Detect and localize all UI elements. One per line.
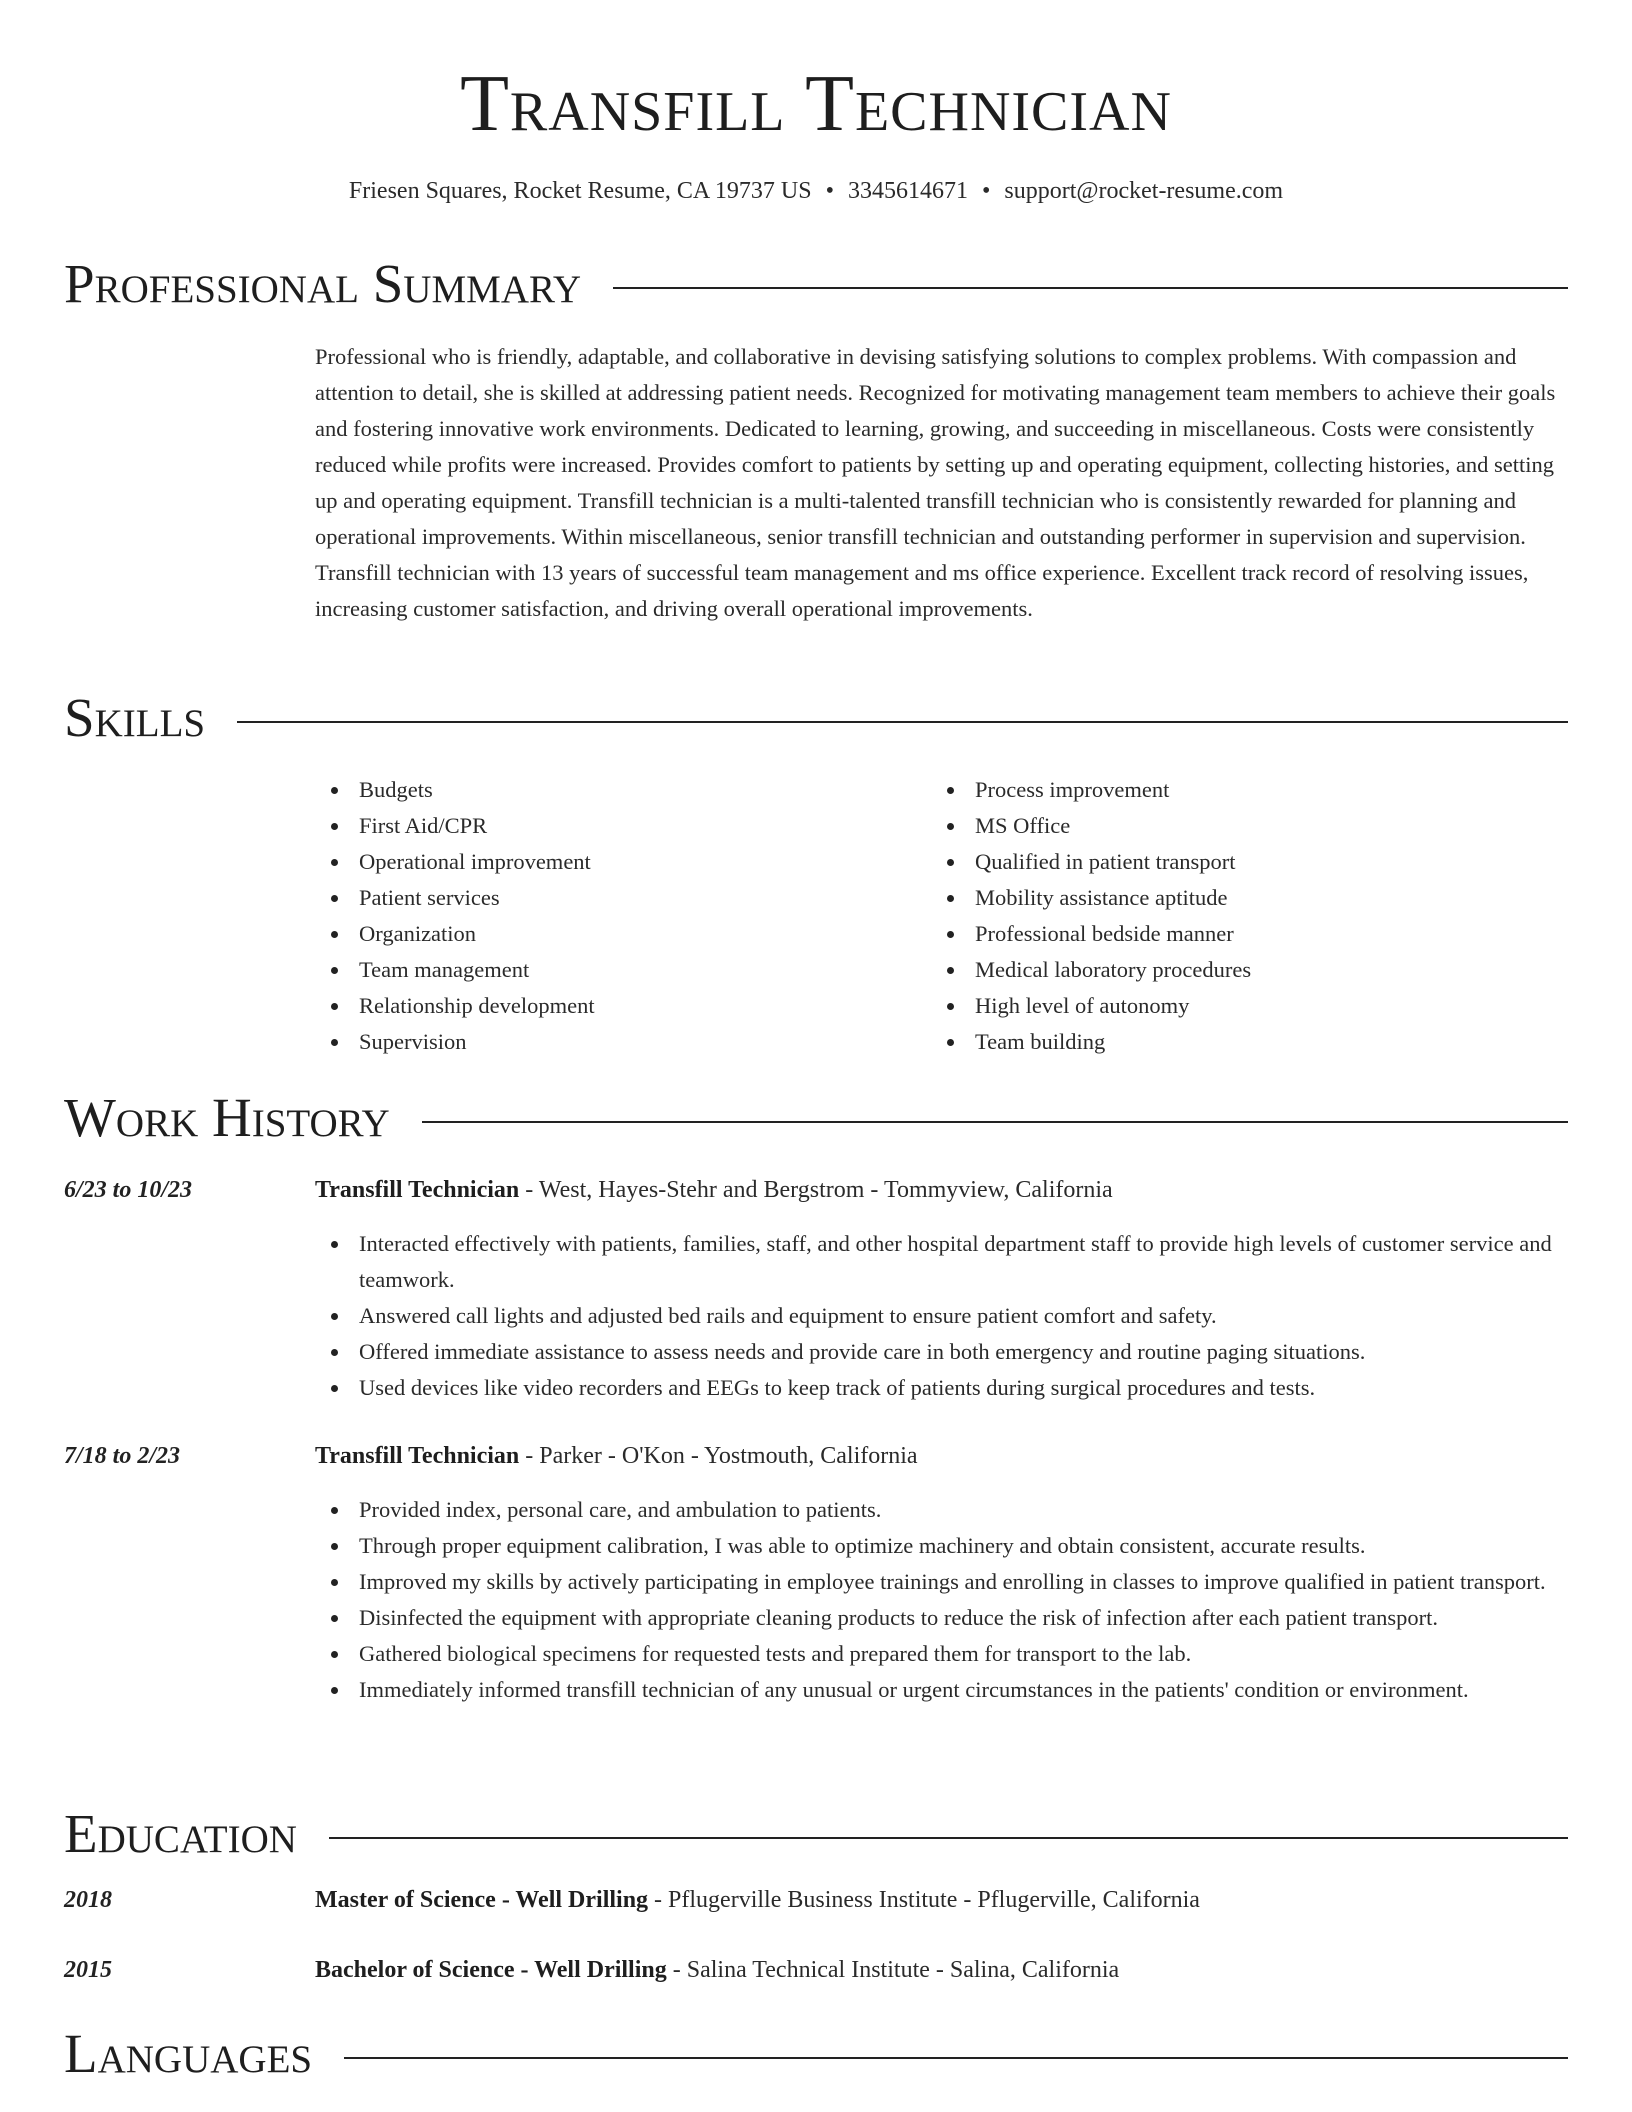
education-school: - Salina Technical Institute - Salina, California <box>666 1957 1120 1983</box>
section-title-skills: Skills <box>64 687 206 748</box>
education-degree: Master of Science - Well Drilling <box>315 1887 649 1913</box>
job-duty-item: Through proper equipment calibration, I was able to optimize machinery and obtain consistent, accurate results. <box>315 1528 1568 1564</box>
section-divider <box>613 287 1568 289</box>
skill-item: Budgets <box>315 772 915 808</box>
contact-separator: • <box>825 178 834 204</box>
contact-address: Friesen Squares, Rocket Resume, CA 19737 US <box>348 178 812 204</box>
job-employer: - Parker - O'Kon - Yostmouth, California <box>519 1443 918 1469</box>
job-title: Transfill Technician <box>315 1443 520 1469</box>
skill-item: First Aid/CPR <box>315 808 915 844</box>
resume-title: Transfill Technician <box>460 60 1172 148</box>
section-title-summary: Professional Summary <box>64 253 582 314</box>
section-header-skills <box>64 686 1568 750</box>
contact-email: support@rocket-resume.com <box>1004 178 1284 204</box>
job-duty-item: Disinfected the equipment with appropriate cleaning products to reduce the risk of infection after each patient transport. <box>315 1600 1568 1636</box>
job-duty-item: Immediately informed transfill technician of any unusual or urgent circumstances in the patients' condition or environment. <box>315 1672 1568 1708</box>
section-header-languages <box>64 2022 1568 2086</box>
education-year: 2018 <box>64 1887 112 1913</box>
skill-item: Process improvement <box>931 772 1568 808</box>
skill-item: Operational improvement <box>315 844 915 880</box>
section-divider <box>237 721 1568 723</box>
job-heading <box>315 1173 1568 1207</box>
section-title-work-history: Work History <box>64 1087 390 1148</box>
skills-column-right <box>931 772 1568 1060</box>
job-duty-item: Improved my skills by actively participating in employee trainings and enrolling in classes to improve qualified in patient transport. <box>315 1564 1568 1600</box>
section-divider <box>329 1837 1568 1839</box>
skill-item: Medical laboratory procedures <box>931 952 1568 988</box>
job-duties <box>315 1226 1568 1406</box>
section-title-education: Education <box>64 1803 297 1864</box>
skill-item: Organization <box>315 916 915 952</box>
contact-separator: • <box>981 178 991 204</box>
section-header-work-history <box>64 1086 1568 1150</box>
education-degree: Bachelor of Science - Well Drilling <box>315 1957 667 1983</box>
job-duty-item: Answered call lights and adjusted bed rails and equipment to ensure patient comfort and safety. <box>315 1298 1568 1334</box>
job-duty-list <box>315 1492 1568 1708</box>
skills-column-left <box>315 772 915 1060</box>
section-header-education <box>64 1802 1568 1866</box>
job-duty-item: Used devices like video recorders and EEGs to keep track of patients during surgical procedures and tests. <box>315 1370 1568 1406</box>
job-duty-item: Gathered biological specimens for requested tests and prepared them for transport to the lab. <box>315 1636 1568 1672</box>
job-title: Transfill Technician <box>315 1177 520 1203</box>
summary-text: Professional who is friendly, adaptable, and collaborative in devising satisfying solutions to complex problems. With compassion and attention to detail, she is skilled at addressing patient needs. Recognized for motivating management team members to achieve their goals and fostering innovative work environments. Dedicated to learning, growing, and succeeding in miscellaneous. Costs were consistently reduced while profits were increased. Provides comfort to patients by setting up and operating equipment, collecting histories, and setting up and operating equipment. Transfill technician is a multi-talented transfill technician who is consistently rewarded for planning and operational improvements. Within miscellaneous, senior transfill technician and outstanding performer in supervision and supervision. Transfill technician with 13 years of successful team management and ms office experience. Excellent track record of resolving issues, increasing customer satisfaction, and driving overall operational improvements. <box>315 344 1556 621</box>
skills-list-right <box>931 772 1568 1060</box>
skill-item: Mobility assistance aptitude <box>931 880 1568 916</box>
job-duty-item: Provided index, personal care, and ambulation to patients. <box>315 1492 1568 1528</box>
skill-item: Professional bedside manner <box>931 916 1568 952</box>
skill-item: Team building <box>931 1024 1568 1060</box>
job-duty-item: Offered immediate assistance to assess needs and provide care in both emergency and routine paging situations. <box>315 1334 1568 1370</box>
skill-item: Supervision <box>315 1024 915 1060</box>
contact-phone: 3345614671 <box>847 178 968 204</box>
contact-line <box>64 174 1568 208</box>
education-entry <box>315 1953 1568 1987</box>
job-duties <box>315 1492 1568 1708</box>
section-divider <box>422 1121 1568 1123</box>
job-dates: 7/18 to 2/23 <box>64 1443 181 1469</box>
education-school: - Pflugerville Business Institute - Pflugerville, California <box>648 1887 1200 1913</box>
job-heading <box>315 1439 1568 1473</box>
skill-item: High level of autonomy <box>931 988 1568 1024</box>
skill-item: MS Office <box>931 808 1568 844</box>
education-entry <box>315 1883 1568 1917</box>
section-header-summary <box>64 252 1568 316</box>
job-duty-list <box>315 1226 1568 1406</box>
skill-item: Qualified in patient transport <box>931 844 1568 880</box>
skills-list-left <box>315 772 915 1060</box>
job-employer: - West, Hayes-Stehr and Bergstrom - Tommyview, California <box>519 1177 1113 1203</box>
skill-item: Patient services <box>315 880 915 916</box>
section-divider <box>344 2057 1568 2059</box>
skill-item: Team management <box>315 952 915 988</box>
section-title-languages: Languages <box>64 2023 313 2084</box>
skill-item: Relationship development <box>315 988 915 1024</box>
education-year: 2015 <box>64 1957 112 1983</box>
job-duty-item: Interacted effectively with patients, families, staff, and other hospital department staff to provide high levels of customer service and teamwork. <box>315 1226 1568 1298</box>
job-dates: 6/23 to 10/23 <box>64 1177 193 1203</box>
